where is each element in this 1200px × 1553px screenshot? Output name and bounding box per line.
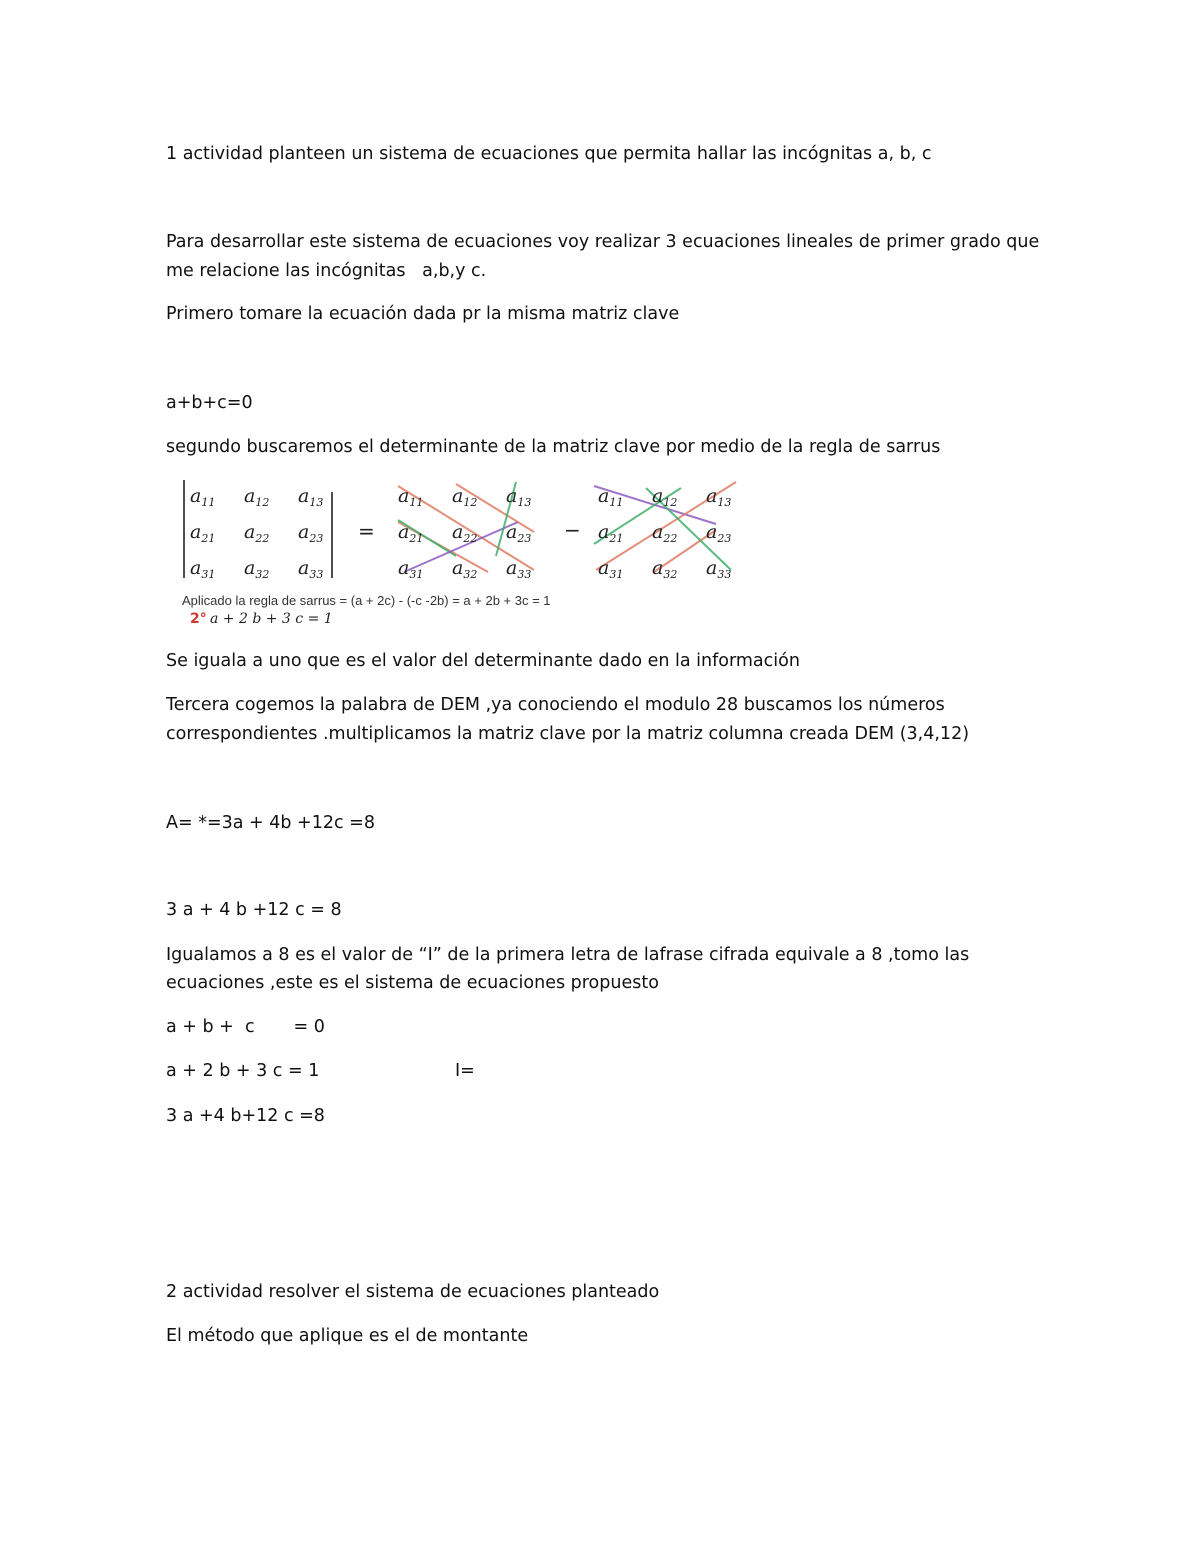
matrix-entry-determinant-a12: $a_{12}$: [244, 485, 270, 509]
equals-sign: =: [358, 519, 375, 543]
matrix-entry-expansion-positive-a31: $a_{31}$: [398, 557, 424, 581]
matrix-entry-expansion-positive-a13: $a_{13}$: [506, 485, 532, 509]
matrix-entry-expansion-negative-a22: $a_{22}$: [652, 521, 678, 545]
paragraph-equalize-line1: Igualamos a 8 es el valor de “I” de la primera letra de lafrase cifrada equivale a 8 ,tomo las: [166, 945, 970, 965]
paragraph-intro-line1: Para desarrollar este sistema de ecuaciones voy realizar 3 ecuaciones lineales de primer grado que: [166, 232, 1040, 252]
system-equation-2: a + 2 b + 3 c = 1: [166, 1061, 320, 1081]
matrix-entry-determinant-a22: $a_{22}$: [244, 521, 270, 545]
matrix-entry-expansion-negative-a31: $a_{31}$: [598, 557, 624, 581]
matrix-entry-expansion-negative-a12: $a_{12}$: [652, 485, 678, 509]
activity-1-title: 1 actividad planteen un sistema de ecuaciones que permita hallar las incógnitas a, b, c: [166, 144, 932, 164]
paragraph-third-line2: correspondientes .multiplicamos la matriz clave por la matriz columna creada DEM (3,4,12): [166, 724, 970, 744]
second-equation-label: 2°: [190, 611, 207, 627]
matrix-entry-determinant-a21: $a_{21}$: [190, 521, 216, 545]
activity-2-title: 2 actividad resolver el sistema de ecuaciones planteado: [166, 1282, 660, 1302]
matrix-entry-expansion-negative-a33: $a_{33}$: [706, 557, 732, 581]
paragraph-first-step: Primero tomare la ecuación dada pr la misma matriz clave: [166, 304, 680, 324]
sarrus-rule-figure: [176, 474, 776, 629]
matrix-entry-expansion-positive-a32: $a_{32}$: [452, 557, 478, 581]
system-equation-3: 3 a +4 b+12 c =8: [166, 1106, 325, 1126]
sarrus-caption: Aplicado la regla de sarrus = (a + 2c) - (-c -2b) = a + 2b + 3c = 1: [182, 593, 551, 608]
matrix-entry-determinant-a23: $a_{23}$: [298, 521, 324, 545]
paragraph-intro-line2: me relacione las incógnitas a,b,y c.: [166, 261, 487, 281]
matrix-entry-determinant-a33: $a_{33}$: [298, 557, 324, 581]
matrix-entry-expansion-positive-a11: $a_{11}$: [398, 485, 424, 509]
minus-sign: −: [564, 518, 581, 542]
matrix-entry-expansion-negative-a32: $a_{32}$: [652, 557, 678, 581]
second-equation: a + 2 b + 3 c = 1: [210, 611, 333, 627]
matrix-entry-expansion-positive-a22: $a_{22}$: [452, 521, 478, 545]
matrix-entry-determinant-a13: $a_{13}$: [298, 485, 324, 509]
equation-3: 3 a + 4 b +12 c = 8: [166, 900, 342, 920]
equation-1: a+b+c=0: [166, 393, 253, 413]
matrix-entry-expansion-negative-a11: $a_{11}$: [598, 485, 624, 509]
paragraph-determinant-value: Se iguala a uno que es el valor del determinante dado en la información: [166, 651, 800, 671]
matrix-entry-expansion-negative-a23: $a_{23}$: [706, 521, 732, 545]
matrix-entry-determinant-a32: $a_{32}$: [244, 557, 270, 581]
matrix-entry-expansion-positive-a12: $a_{12}$: [452, 485, 478, 509]
equation-product: A= *=3a + 4b +12c =8: [166, 813, 375, 833]
matrix-entry-determinant-a31: $a_{31}$: [190, 557, 216, 581]
paragraph-sarrus: segundo buscaremos el determinante de la matriz clave por medio de la regla de sarrus: [166, 437, 941, 457]
matrix-entry-expansion-positive-a21: $a_{21}$: [398, 521, 424, 545]
system-equation-2-suffix: I=: [455, 1061, 475, 1081]
matrix-entry-expansion-negative-a13: $a_{13}$: [706, 485, 732, 509]
system-equation-1: a + b + c = 0: [166, 1017, 325, 1037]
paragraph-third-line1: Tercera cogemos la palabra de DEM ,ya conociendo el modulo 28 buscamos los números: [166, 695, 945, 715]
matrix-entry-expansion-negative-a21: $a_{21}$: [598, 521, 624, 545]
paragraph-equalize-line2: ecuaciones ,este es el sistema de ecuaciones propuesto: [166, 973, 659, 993]
paragraph-method: El método que aplique es el de montante: [166, 1326, 529, 1346]
matrix-entry-expansion-positive-a23: $a_{23}$: [506, 521, 532, 545]
matrix-entry-determinant-a11: $a_{11}$: [190, 485, 216, 509]
matrix-entry-expansion-positive-a33: $a_{33}$: [506, 557, 532, 581]
